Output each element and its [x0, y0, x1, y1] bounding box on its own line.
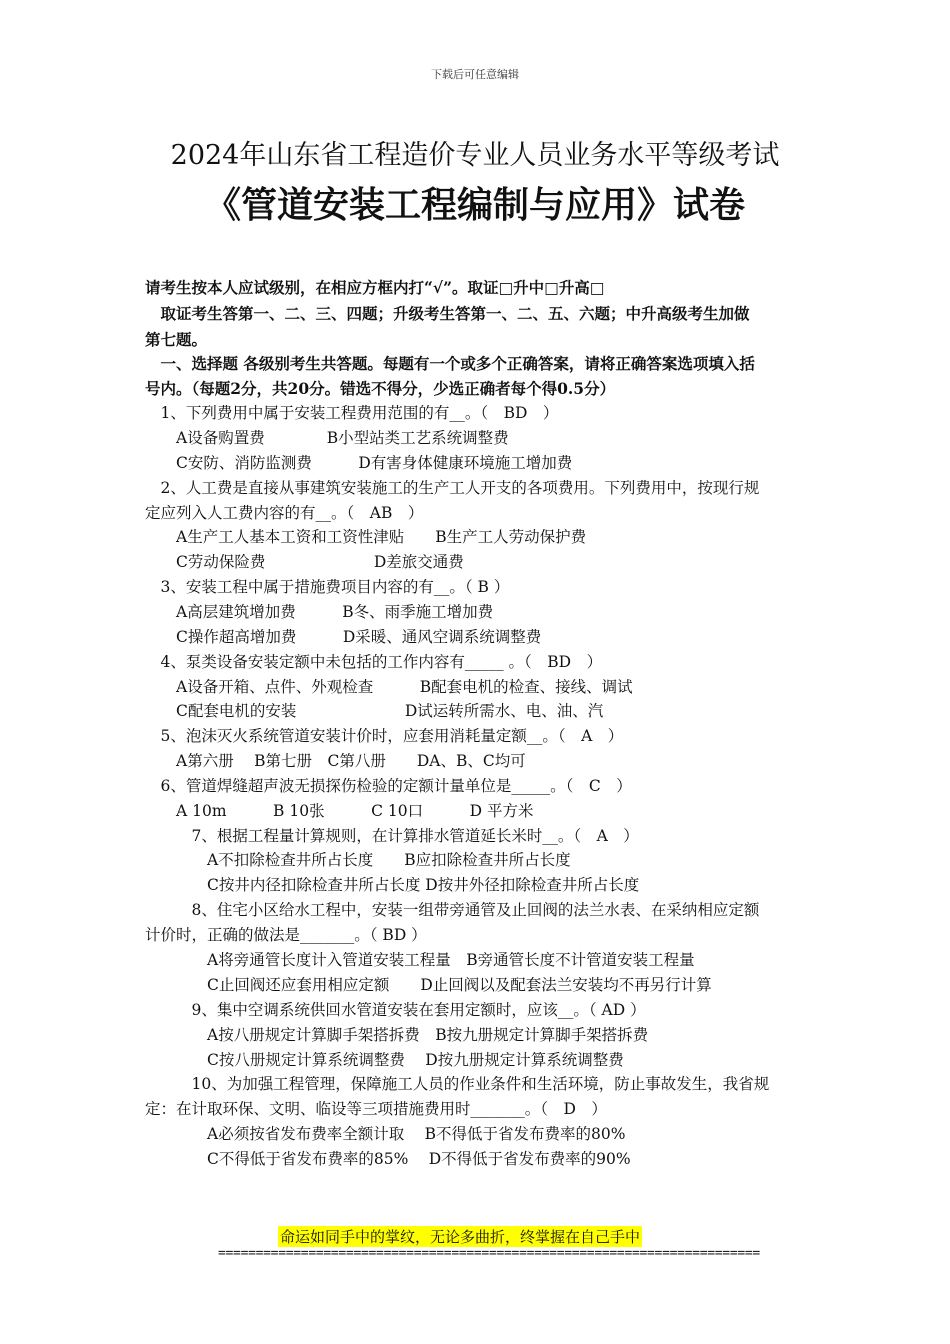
text-line: 请考生按本人应试级别，在相应方框内打“√”。取证□升中□升高□: [145, 278, 605, 297]
text-line: 2、人工费是直接从事建筑安装施工的生产工人开支的各项费用。下列费用中，按现行规: [145, 479, 760, 497]
text-line: C按井内径扣除检查井所占长度 D按井外径扣除检查井所占长度: [145, 876, 640, 894]
text-line: 5、泡沫灭火系统管道安装计价时，应套用消耗量定额__。（ A ）: [145, 727, 624, 745]
text-line: 定应列入人工费内容的有__。（ AB ）: [145, 504, 424, 522]
footer-rule: ========================================================================: [218, 1246, 760, 1261]
text-line: 8、住宅小区给水工程中，安装一组带旁通管及止回阀的法兰水表、在采纳相应定额: [145, 901, 760, 919]
text-line: A按八册规定计算脚手架搭拆费 B按九册规定计算脚手架搭拆费: [145, 1026, 649, 1044]
exam-title: 2024年山东省工程造价专业人员业务水平等级考试: [170, 140, 780, 171]
header-note: 下载后可任意编辑: [431, 68, 519, 81]
paper-title: 《管道安装工程编制与应用》试卷: [204, 185, 745, 226]
text-line: A第六册 B第七册 C第八册 DA、B、C均可: [145, 752, 526, 770]
text-line: 一、选择题 各级别考生共答题。每题有一个或多个正确答案，请将正确答案选项填入括: [145, 354, 755, 373]
text-line: A生产工人基本工资和工资性津贴 B生产工人劳动保护费: [145, 528, 587, 546]
text-line: A高层建筑增加费 B冬、雨季施工增加费: [145, 603, 494, 621]
text-line: C按八册规定计算系统调整费 D按九册规定计算系统调整费: [145, 1051, 624, 1069]
text-line: C安防、消防监测费 D有害身体健康环境施工增加费: [145, 454, 573, 472]
text-line: A不扣除检查井所占长度 B应扣除检查井所占长度: [145, 851, 571, 869]
text-line: C止回阀还应套用相应定额 D止回阀以及配套法兰安装均不再另行计算: [145, 976, 712, 994]
text-line: 第七题。: [145, 330, 208, 349]
footer-motto: 命运如同手中的掌纹，无论多曲折，终掌握在自己手中: [280, 1228, 641, 1246]
text-line: 取证考生答第一、二、三、四题；升级考生答第一、二、五、六题；中升高级考生加做: [145, 304, 750, 323]
text-line: A必须按省发布费率全额计取 B不得低于省发布费率的80%: [145, 1125, 626, 1143]
text-line: 9、集中空调系统供回水管道安装在套用定额时，应该__。（ AD ）: [145, 1001, 646, 1019]
text-line: 4、泵类设备安装定额中未包括的工作内容有_____ 。（ BD ）: [145, 653, 603, 671]
text-line: A设备购置费 B小型站类工艺系统调整费: [145, 429, 509, 447]
text-line: 10、为加强工程管理，保障施工人员的作业条件和生活环境，防止事故发生，我省规: [145, 1075, 770, 1093]
text-line: 3、安装工程中属于措施费项目内容的有__。（ B ）: [145, 578, 510, 596]
text-line: C不得低于省发布费率的85% D不得低于省发布费率的90%: [145, 1150, 631, 1168]
text-line: 号内。（每题2分，共20分。错选不得分，少选正确者每个得0.5分）: [145, 379, 616, 398]
text-line: 7、根据工程量计算规则，在计算排水管道延长米时__。（ A ）: [145, 827, 639, 845]
text-line: A将旁通管长度计入管道安装工程量 B旁通管长度不计管道安装工程量: [145, 951, 695, 969]
text-line: 定：在计取环保、文明、临设等三项措施费用时_______。（ D ）: [145, 1100, 607, 1118]
text-line: 计价时，正确的做法是_______。（ BD ）: [145, 926, 427, 944]
text-line: C操作超高增加费 D采暖、通风空调系统调整费: [145, 628, 542, 646]
text-line: A 10m B 10张 C 10口 D 平方米: [145, 802, 534, 820]
text-line: C配套电机的安装 D试运转所需水、电、油、汽: [145, 702, 604, 720]
text-line: 6、管道焊缝超声波无损探伤检验的定额计量单位是_____。（ C ）: [145, 777, 632, 795]
text-line: C劳动保险费 D差旅交通费: [145, 553, 464, 571]
text-line: A设备开箱、点件、外观检查 B配套电机的检查、接线、调试: [145, 678, 633, 696]
text-line: 1、下列费用中属于安装工程费用范围的有__。（ BD ）: [145, 404, 559, 422]
